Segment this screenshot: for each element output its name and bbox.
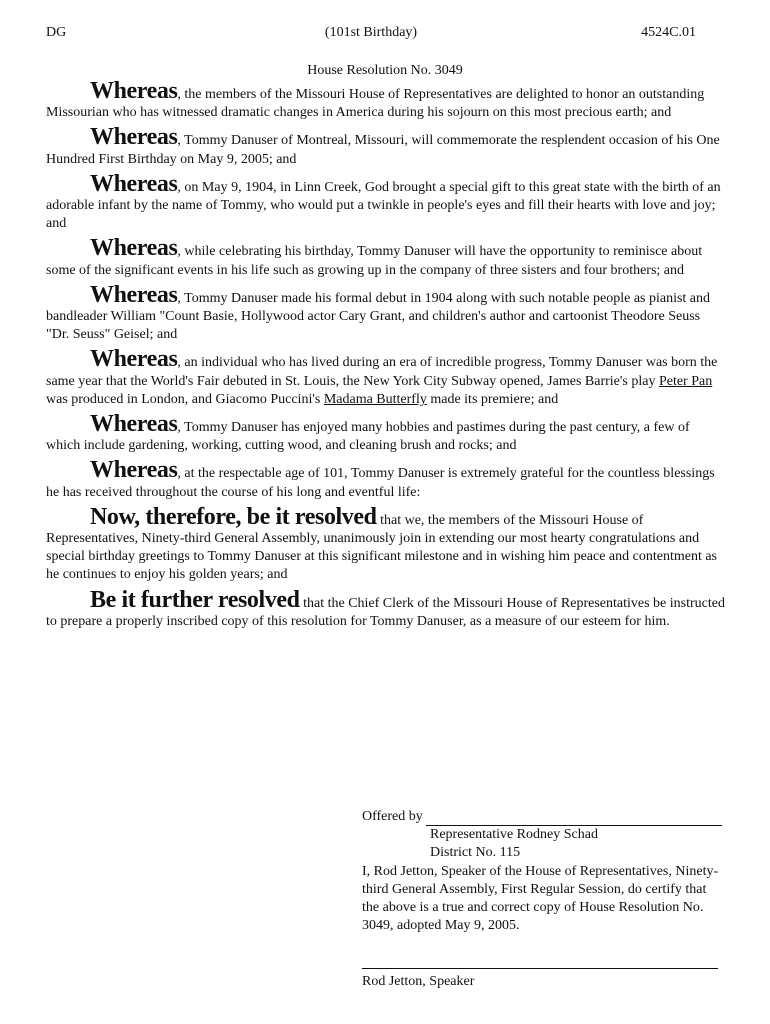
speaker-signature-line xyxy=(362,968,718,969)
whereas-paragraph-7 xyxy=(46,411,726,455)
whereas-keyword: Whereas xyxy=(90,78,178,104)
resolved-keyword: Now, therefore, be it resolved xyxy=(90,503,377,530)
paragraph-text: , Tommy Danuser has enjoyed many hobbies and pastimes during the past century, a few of which include gardening, working, cutting wood, and cleaning brush and rocks; and xyxy=(46,420,690,454)
whereas-paragraph-8 xyxy=(46,457,726,501)
title-peter-pan: Peter Pan xyxy=(658,373,713,389)
whereas-keyword: Whereas xyxy=(90,411,178,438)
paragraph-text: made its premiere; and xyxy=(426,391,559,407)
whereas-keyword: Whereas xyxy=(90,235,178,262)
header-occasion: (101st Birthday) xyxy=(324,25,418,40)
document-header xyxy=(46,24,696,42)
representative-name: Representative Rodney Schad xyxy=(430,827,598,843)
paragraph-text: that we, the members of the Missouri House of Representatives, Ninety-third General Assembly, unanimously join in extending our most hearty congratulations and special birthday greetings to Tommy Danuser at this significant milestone and in wishing him peace and contentment as he continues to enjoy his golden years; and xyxy=(46,512,717,583)
offered-by-block xyxy=(362,808,722,935)
signature-line xyxy=(426,811,722,826)
further-resolved-paragraph xyxy=(46,586,726,631)
whereas-keyword: Whereas xyxy=(90,457,178,484)
paragraph-text: was produced in London, and Giacomo Puccini's xyxy=(46,391,324,407)
paragraph-text: , Tommy Danuser made his formal debut in 1904 along with such notable people as pianist and bandleader William "Count Basie, Hollywood actor Cary Grant, and children's author and cartoonist Theodore Seuss "Dr. Seuss" Geisel; and xyxy=(46,290,711,343)
certification-text: I, Rod Jetton, Speaker of the House of Representatives, Ninety-third General Assembly, First Regular Session, do certify that the above is a true and correct copy of House Resolution No. 3049, adopted May 9, 2005. xyxy=(362,863,719,934)
whereas-paragraph-3 xyxy=(46,170,726,234)
header-doc-number: 4524C.01 xyxy=(641,25,696,40)
paragraph-text: , on May 9, 1904, in Linn Creek, God brought a special gift to this great state with the birth of an adorable infant by the name of Tommy, who would put a twinkle in people's eyes and fill their hearts with love and joy; and xyxy=(46,179,721,232)
whereas-paragraph-5 xyxy=(46,281,726,345)
whereas-paragraph-1 xyxy=(46,78,726,122)
offered-by-label: Offered by xyxy=(362,809,423,824)
whereas-paragraph-4 xyxy=(46,235,726,279)
header-initials: DG xyxy=(46,25,67,40)
further-resolved-keyword: Be it further resolved xyxy=(90,586,300,613)
whereas-keyword: Whereas xyxy=(90,124,178,151)
paragraph-text: , Tommy Danuser of Montreal, Missouri, will commemorate the resplendent occasion of his One Hundred First Birthday on May 9, 2005; and xyxy=(46,133,720,167)
offered-by-line xyxy=(362,808,722,826)
paragraph-text: that the Chief Clerk of the Missouri House of Representatives be instructed to prepare a properly inscribed copy of this resolution for Tommy Danuser, as a measure of our esteem for him. xyxy=(46,595,725,629)
whereas-paragraph-6 xyxy=(46,346,726,409)
resolution-body xyxy=(46,78,726,631)
paragraph-text: , while celebrating his birthday, Tommy Danuser will have the opportunity to reminisce about some of the significant events in his life such as growing up in the company of three sisters and four brothers; and xyxy=(46,244,703,278)
whereas-keyword: Whereas xyxy=(90,281,178,308)
whereas-keyword: Whereas xyxy=(90,170,178,197)
paragraph-text: , at the respectable age of 101, Tommy Danuser is extremely grateful for the countless blessings he has received throughout the course of his long and eventful life: xyxy=(46,466,715,500)
resolution-title: House Resolution No. 3049 xyxy=(307,63,463,78)
whereas-keyword: Whereas xyxy=(90,346,178,373)
speaker-name: Rod Jetton, Speaker xyxy=(362,974,475,989)
title-madama-butterfly: Madama Butterfly xyxy=(323,391,427,407)
paragraph-text: , an individual who has lived during an era of incredible progress, Tommy Danuser was born the same year that the World's Fair debuted in St. Louis, the New York City Subway opened, James Barrie's play xyxy=(46,355,718,389)
resolved-paragraph xyxy=(46,503,726,585)
paragraph-text: , the members of the Missouri House of Representatives are delighted to honor an outstanding Missourian who has witnessed dramatic changes in America during his sojourn on this most precious earth; and xyxy=(46,87,705,121)
whereas-paragraph-2 xyxy=(46,124,726,168)
district-number: District No. 115 xyxy=(430,845,521,861)
